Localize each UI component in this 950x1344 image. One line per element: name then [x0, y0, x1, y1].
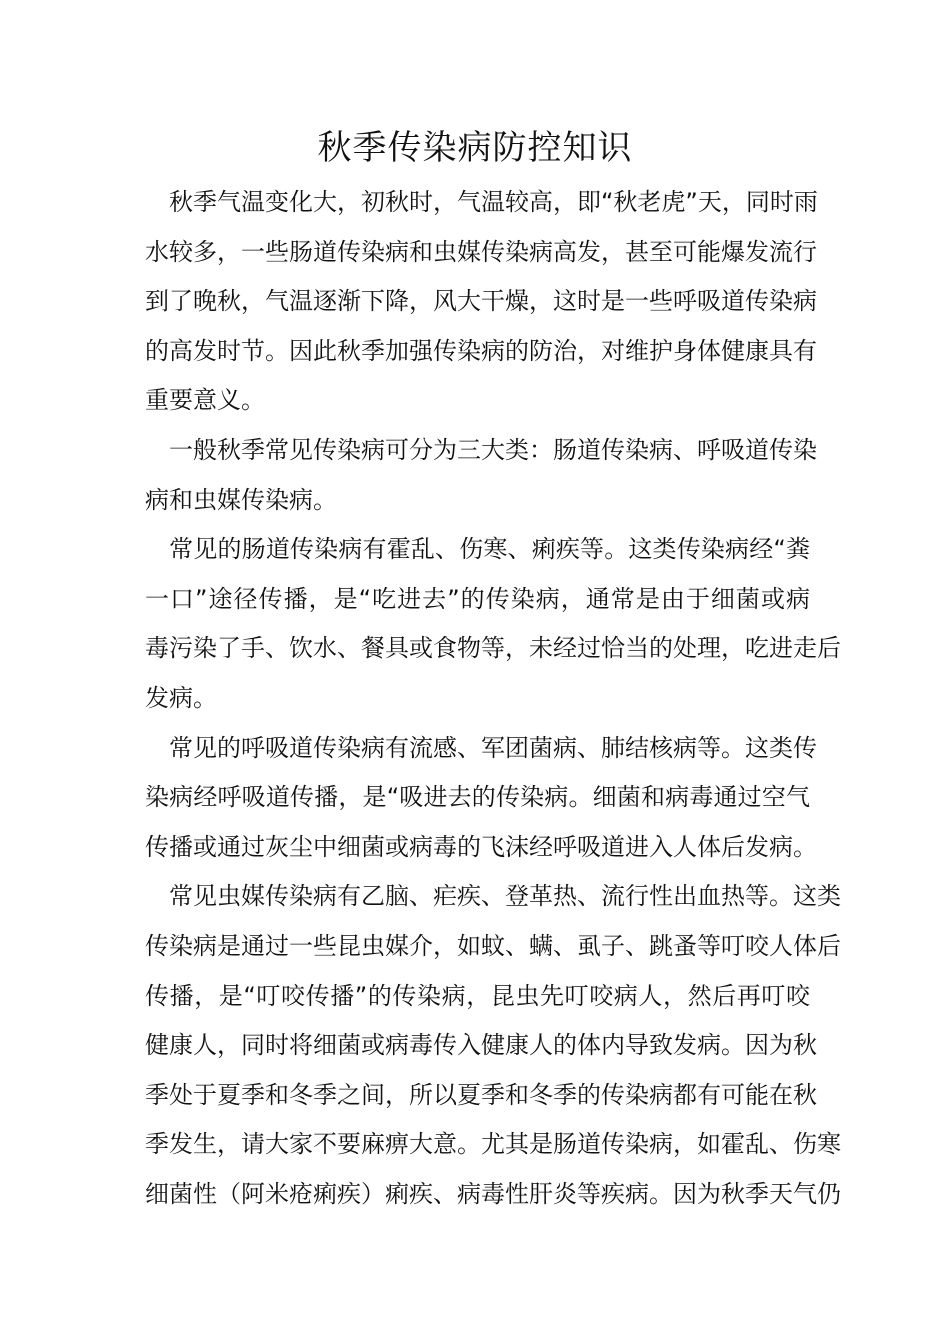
text-line: 常见的肠道传染病有霍乱、伤寒、痢疾等。这类传染病经“粪 [145, 535, 810, 564]
text-line: 季处于夏季和冬季之间，所以夏季和冬季的传染病都有可能在秋 [145, 1080, 817, 1109]
text-line: 毒污染了手、饮水、餐具或食物等，未经过恰当的处理，吃进走后 [145, 634, 841, 663]
paragraph-categories [145, 426, 817, 525]
text-line: 的高发时节。因此秋季加强传染病的防治，对维护身体健康具有 [145, 336, 817, 365]
text-line: 常见虫媒传染病有乙脑、疟疾、登革热、流行性出血热等。这类 [145, 882, 841, 911]
text-line: 到了晚秋，气温逐渐下降，风大干燥，这时是一些呼吸道传染病 [145, 287, 817, 316]
text-line: 病和虫媒传染病。 [145, 485, 337, 514]
text-line: 季发生，请大家不要麻痹大意。尤其是肠道传染病，如霍乱、伤寒 [145, 1130, 841, 1159]
text-line: 传播，是“叮咬传播”的传染病，昆虫先叮咬病人，然后再叮咬 [145, 981, 810, 1010]
text-line: 染病经呼吸道传播，是“吸进去的传染病。细菌和病毒通过空气 [145, 783, 810, 812]
text-line: 健康人，同时将细菌或病毒传入健康人的体内导致发病。因为秋 [145, 1031, 817, 1060]
document-title: 秋季传染病防控知识 [317, 128, 633, 168]
text-line: 发病。 [145, 683, 217, 712]
paragraph-respiratory [145, 724, 817, 873]
text-line: 秋季气温变化大，初秋时，气温较高，即“秋老虎”天，同时雨 [145, 188, 818, 216]
text-line: 细菌性（阿米疮痢疾）痢疾、病毒性肝炎等疾病。因为秋季天气仍 [145, 1179, 841, 1208]
paragraph-vector-borne [145, 872, 841, 1219]
paragraph-intro [145, 178, 818, 426]
text-line: 常见的呼吸道传染病有流感、军团菌病、肺结核病等。这类传 [145, 733, 817, 762]
document-body [145, 178, 841, 1219]
text-line: 重要意义。 [145, 386, 265, 415]
text-line: 传播或通过灰尘中细菌或病毒的飞沫经呼吸道进入人体后发病。 [145, 832, 817, 861]
text-line: 水较多，一些肠道传染病和虫媒传染病高发，甚至可能爆发流行 [145, 237, 817, 266]
paragraph-intestinal [145, 525, 841, 723]
text-line: 一口”途径传播，是“吃进去”的传染病，通常是由于细菌或病 [145, 584, 810, 613]
text-line: 一般秋季常见传染病可分为三大类：肠道传染病、呼吸道传染 [145, 435, 817, 464]
text-line: 传染病是通过一些昆虫媒介，如蚊、螨、虱子、跳蚤等叮咬人体后 [145, 931, 841, 960]
